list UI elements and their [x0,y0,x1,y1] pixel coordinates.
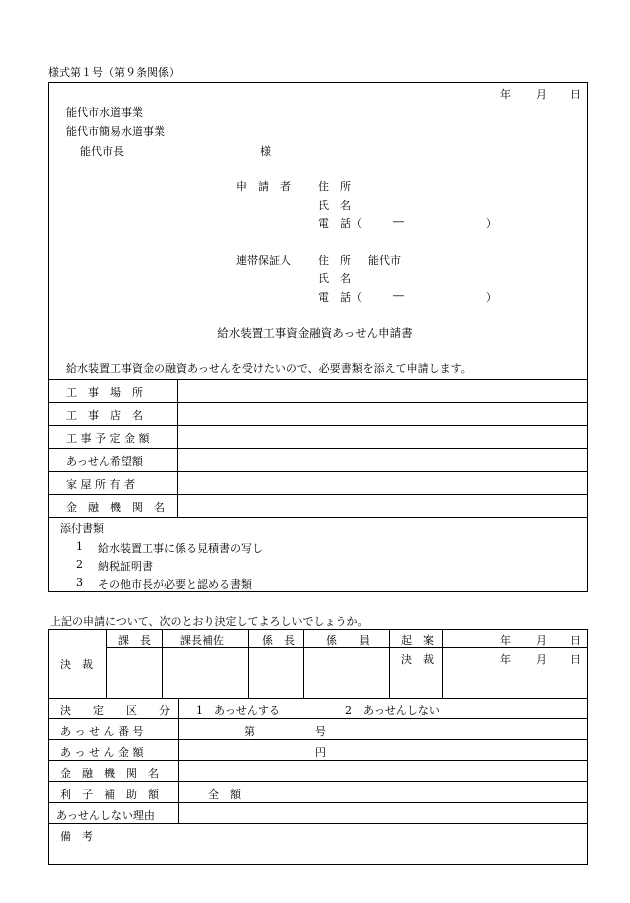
mediation-number-suffix: 号 [315,725,326,738]
approved-month: 月 [536,653,547,666]
option-mediate: 1 あっせんする [196,704,280,717]
guarantor-phone-label: 電 話（ [318,291,362,304]
applicant-phone-dash: ― [393,215,404,228]
decision-category-label: 決 定 区 分 [60,704,170,717]
option-not-mediate: 2 あっせんしない [345,704,440,717]
mediation-amount-label: あ っ せ ん 金 額 [60,746,144,759]
form-number: 様式第１号（第９条関係） [48,66,180,79]
drafted-day: 日 [570,634,581,647]
interest-subsidy-value: 全 額 [208,788,241,801]
field-house-owner: 家 屋 所 有 者 [66,478,135,491]
approval-col-section-chief: 課 長 [118,634,151,647]
attachments-heading: 添付書類 [60,522,104,535]
guarantor-phone-close: ） [486,291,497,304]
date-day: 日 [570,88,581,101]
drafted-label: 起 案 [401,634,434,647]
document-title: 給水装置工事資金融資あっせん申請書 [217,326,413,340]
mediation-amount-unit: 円 [315,746,326,759]
approval-col-group-chief: 係 長 [262,634,295,647]
addressee-simple-water-works: 能代市簡易水道事業 [66,125,165,138]
attachment-num-3: 3 [76,576,83,589]
field-construction-site: 工 事 場 所 [66,386,143,399]
approved-label: 決 裁 [401,653,434,666]
applicant-name-label: 氏 名 [318,199,351,212]
mediation-number-prefix: 第 [244,725,255,738]
approval-col-staff: 係 員 [326,634,370,647]
applicant-phone-label: 電 話（ [318,217,362,230]
drafted-month: 月 [536,634,547,647]
decision-intro: 上記の申請について、次のとおり決定してよろしいでしょうか。 [50,615,369,628]
remarks-label: 備 考 [60,830,93,843]
attachment-num-1: 1 [76,540,83,553]
addressee-water-works: 能代市水道事業 [66,106,143,119]
interest-subsidy-label: 利 子 補 助 額 [60,788,159,801]
guarantor-phone-dash: ― [393,289,404,302]
mayor-label: 能代市長 [80,145,124,158]
applicant-phone-close: ） [486,217,497,230]
decision-financial-institution-label: 金 融 機 関 名 [60,767,159,780]
field-estimated-cost: 工 事 予 定 金 額 [66,432,150,445]
approval-col-deputy-chief: 課長補佐 [180,634,224,647]
approved-day: 日 [570,653,581,666]
attachment-item-1: 給水装置工事に係る見積書の写し [98,542,263,555]
applicant-address-label: 住 所 [318,180,351,193]
attachment-item-2: 納税証明書 [98,560,153,573]
attachment-num-2: 2 [76,558,83,571]
drafted-year: 年 [500,634,511,647]
rejection-reason-label: あっせんしない理由 [56,809,155,822]
guarantor-name-label: 氏 名 [318,272,351,285]
guarantor-address-label: 住 所 [318,254,351,267]
approved-year: 年 [500,653,511,666]
attachment-item-3: その他市長が必要と認める書類 [98,578,252,591]
applicant-role: 申 請 者 [236,180,291,193]
date-month: 月 [536,88,547,101]
application-statement: 給水装置工事資金の融資あっせんを受けたいので、必要書類を添えて申請します。 [66,362,472,375]
honorific: 様 [260,145,271,158]
approval-label: 決 裁 [60,658,93,671]
field-contractor-name: 工 事 店 名 [66,409,143,422]
guarantor-address-value: 能代市 [368,254,401,267]
guarantor-role: 連帯保証人 [236,254,291,267]
date-year: 年 [500,88,511,101]
field-requested-amount: あっせん希望額 [66,455,143,468]
field-financial-institution: 金 融 機 関 名 [66,501,165,514]
mediation-number-label: あ っ せ ん 番 号 [60,725,144,738]
